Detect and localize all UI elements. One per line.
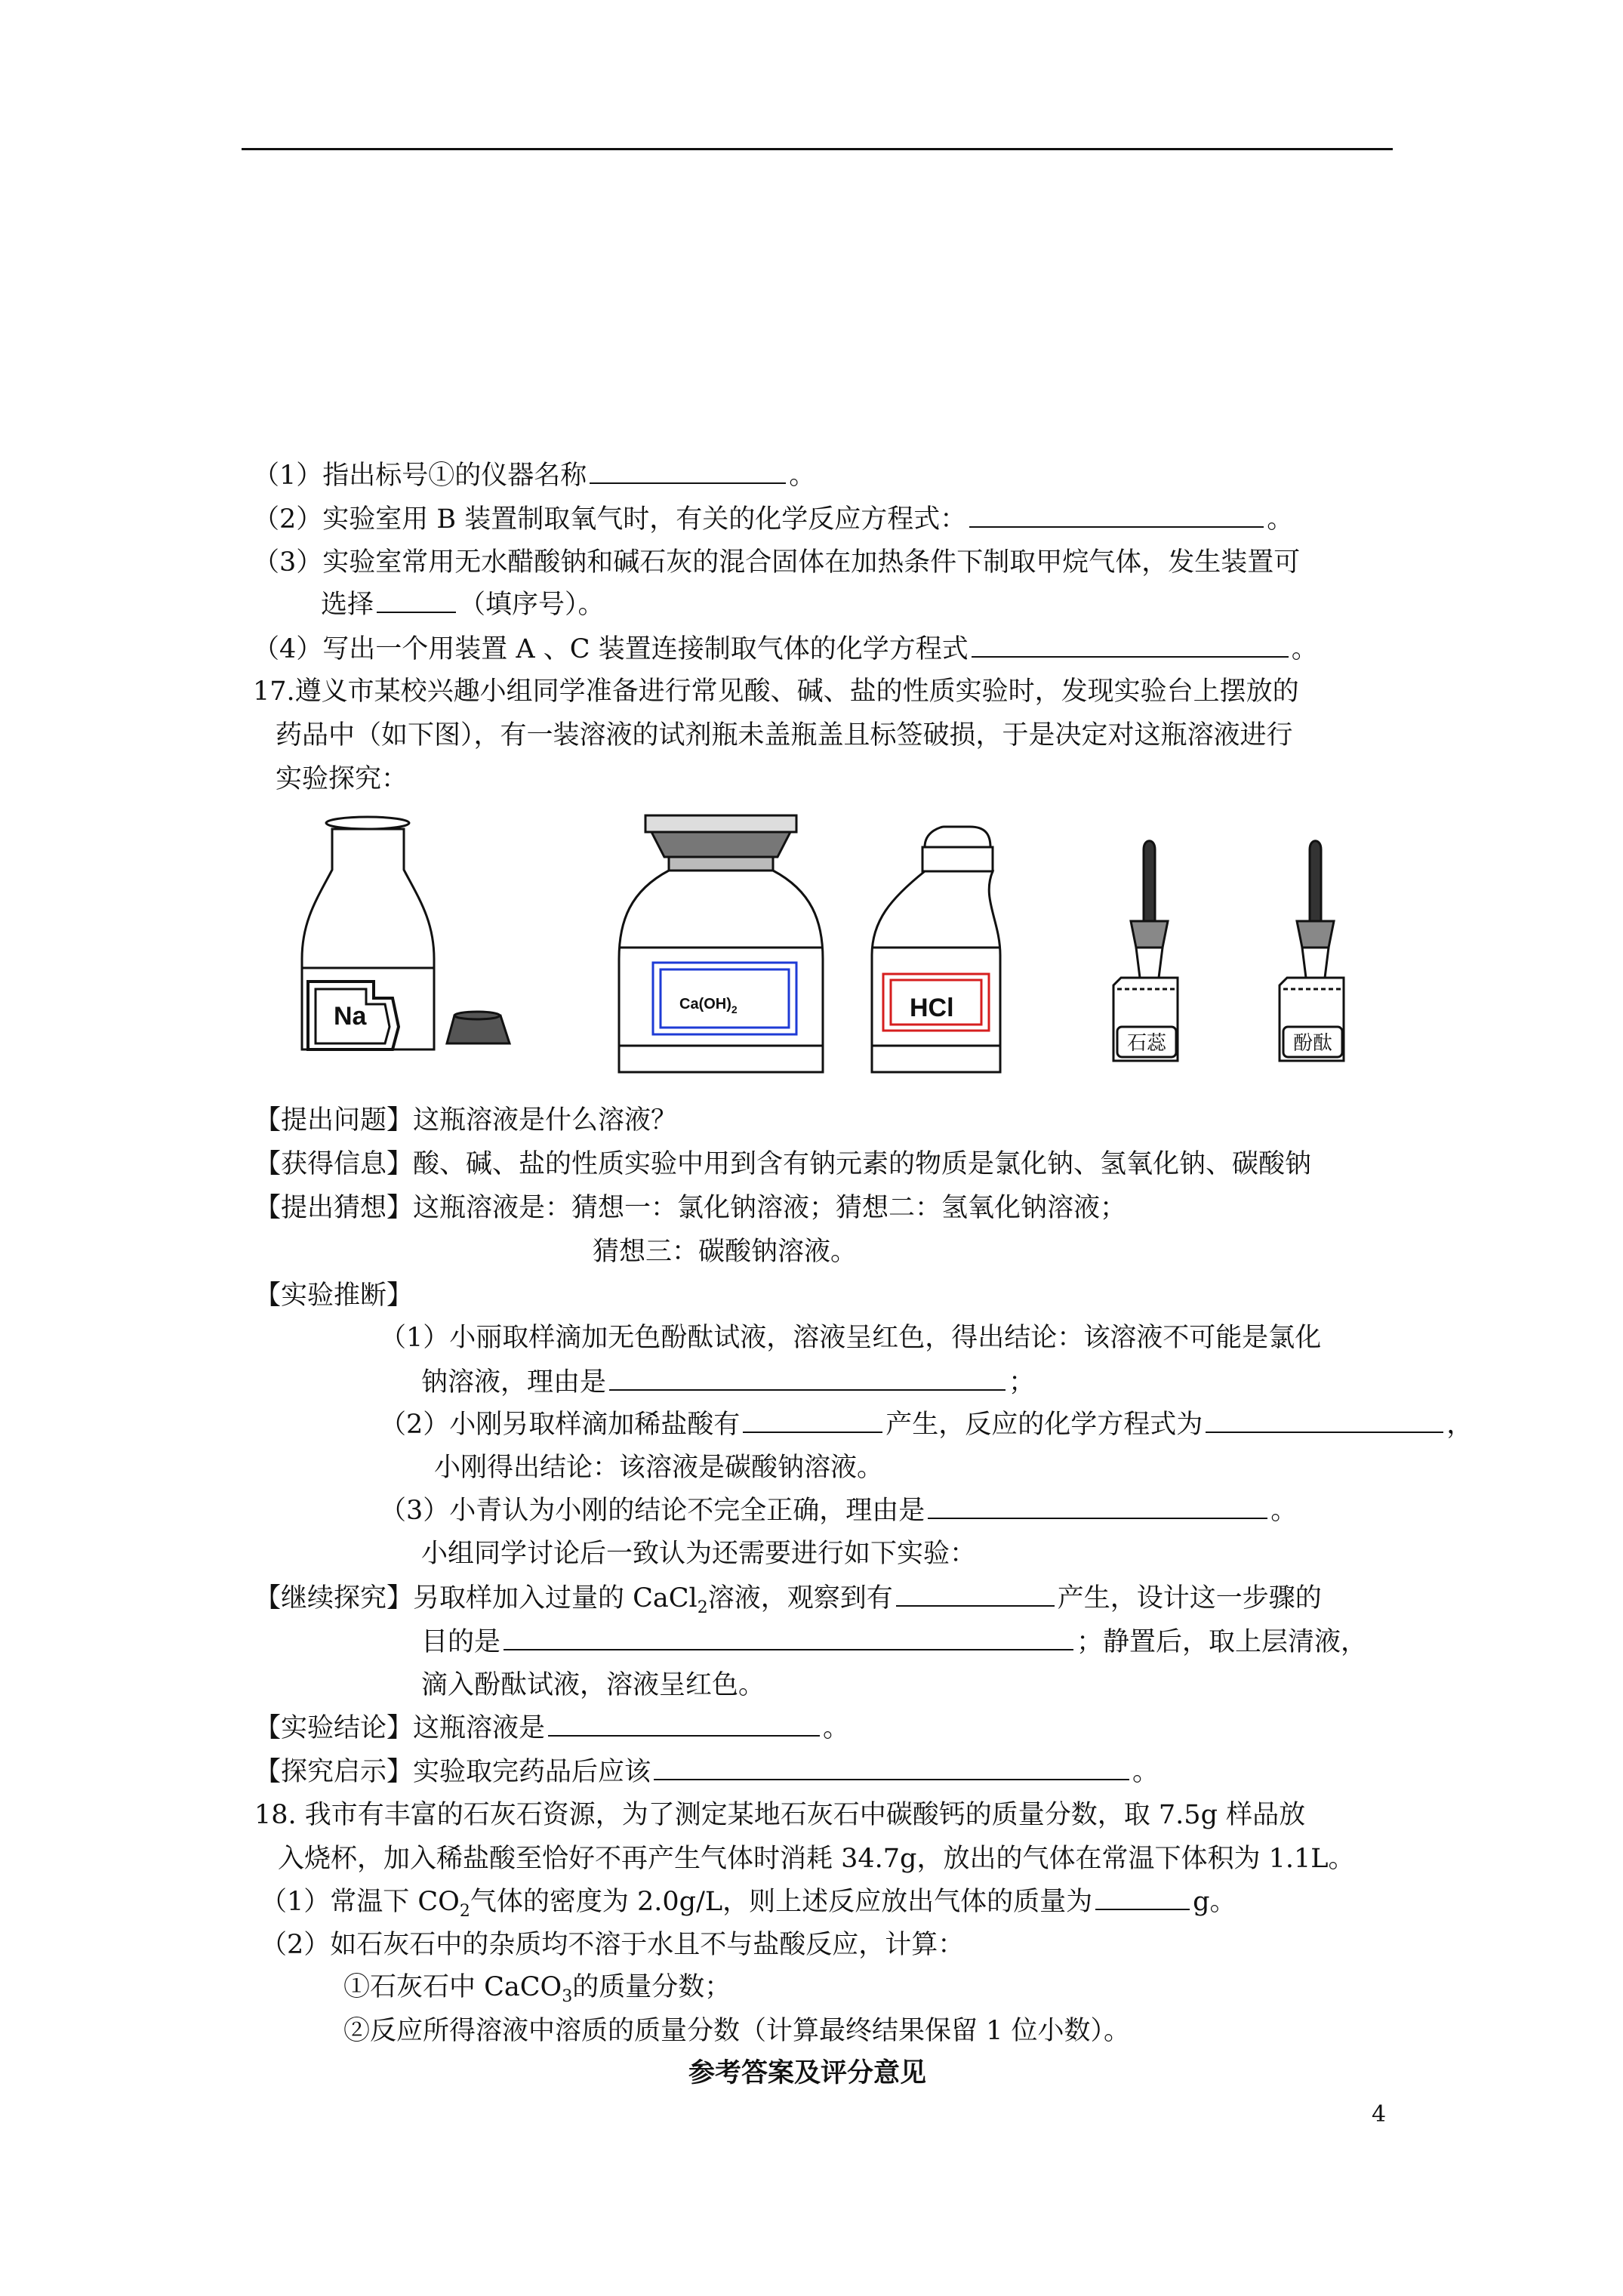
q17-inference3-cont: 小组同学讨论后一致认为还需要进行如下实验：: [421, 1539, 977, 1569]
na-label: Na: [334, 1002, 367, 1031]
answer-blank[interactable]: [654, 1753, 1129, 1780]
q17-intro-line2: 药品中（如下图），有一装溶液的试剂瓶未盖瓶盖且标签破损，于是决定对这瓶溶液进行: [276, 720, 1293, 750]
q17-continue-cont2: 滴入酚酞试液，溶液呈红色。: [421, 1670, 765, 1700]
answer-blank[interactable]: [504, 1623, 1073, 1650]
caoh2-label: $Ca(OH)_2$: [679, 996, 738, 1015]
q17-question: 【提出问题】这瓶溶液是什么溶液？: [254, 1105, 678, 1136]
answer-blank[interactable]: [1095, 1883, 1190, 1910]
q16-part1: （1）指出标号①的仪器名称 。: [253, 457, 815, 494]
q18-sub2: ②反应所得溶液中溶质的质量分数（计算最终结果保留 1 位小数）。: [343, 2016, 1131, 2046]
q17-inference2-cont: 小刚得出结论：该溶液是碳酸钠溶液。: [434, 1453, 884, 1483]
answer-blank[interactable]: [896, 1579, 1055, 1607]
answer-blank[interactable]: [928, 1492, 1267, 1519]
q16-part4: （4）写出一个用装置 A 、C 装置连接制取气体的化学方程式 。: [253, 630, 1318, 667]
q16-part2: （2）实验室用 B 装置制取氧气时，有关的化学反应方程式： 。: [253, 501, 1293, 538]
q17-guess-line2: 猜想三：碳酸钠溶液。: [593, 1237, 858, 1267]
answer-blank[interactable]: [590, 457, 786, 484]
answer-blank[interactable]: [972, 630, 1289, 658]
q18-line2: 入烧杯，加入稀盐酸至恰好不再产生气体时消耗 34.7g，放出的气体在常温下体积为 1.1L。: [278, 1844, 1355, 1874]
phenolphthalein-dropper-bottle: [1280, 841, 1344, 1061]
litmus-dropper-bottle: [1113, 841, 1178, 1061]
q17-continue: 【继续探究】另取样加入过量的 CaCl$_2$溶液，观察到有 产生，设计这一步骤的: [254, 1579, 1322, 1626]
answer-key-heading: 参考答案及评分意见: [688, 2057, 927, 2088]
litmus-label: 石蕊: [1126, 1031, 1167, 1054]
q18-part1: （1）常温下 $CO_2$气体的密度为 2.0g/L，则上述反应放出气体的质量为 g。: [260, 1883, 1236, 1930]
q17-inference3: （3）小青认为小刚的结论不完全正确，理由是 。: [380, 1492, 1297, 1529]
q17-intro-line3: 实验探究：: [276, 764, 408, 794]
q16-part3-cont: 选择 （填序号）。: [321, 586, 605, 623]
answer-blank[interactable]: [609, 1364, 1006, 1391]
q17-guess-line1: 【提出猜想】这瓶溶液是：猜想一：氯化钠溶液；猜想二：氢氧化钠溶液；: [254, 1193, 1127, 1223]
q17-inference1-cont: 钠溶液，理由是 ；: [421, 1364, 1035, 1401]
q17-inspiration: 【探究启示】实验取完药品后应该 。: [254, 1753, 1159, 1790]
page-number: 4: [1372, 2101, 1387, 2128]
answer-blank[interactable]: [548, 1709, 820, 1737]
caoh2-bottle: [619, 815, 823, 1072]
q17-inference2: （2）小刚另取样滴加稀盐酸有 产生，反应的化学方程式为 ，: [380, 1406, 1473, 1443]
q17-intro-line1: 17.遵义市某校兴趣小组同学准备进行常见酸、碱、盐的性质实验时，发现实验台上摆放的: [253, 676, 1299, 707]
unlabeled-bottle: [302, 817, 434, 1049]
answer-blank[interactable]: [377, 586, 456, 613]
q18-line1: 18. 我市有丰富的石灰石资源，为了测定某地石灰石中碳酸钙的质量分数，取 7.5g 样品放: [254, 1800, 1306, 1830]
q16-part3: （3）实验室常用无水醋酸钠和碱石灰的混合固体在加热条件下制取甲烷气体，发生装置可: [253, 547, 1301, 578]
q17-conclusion: 【实验结论】这瓶溶液是 。: [254, 1709, 849, 1746]
hcl-bottle: [872, 827, 1000, 1072]
q17-continue-cont: 目的是 ；静置后，取上层清液，: [421, 1623, 1367, 1660]
answer-blank[interactable]: [743, 1406, 882, 1433]
q17-inference-heading: 【实验推断】: [254, 1281, 414, 1311]
q17-inference1: （1）小丽取样滴加无色酚酞试液，溶液呈红色，得出结论：该溶液不可能是氯化: [380, 1323, 1322, 1353]
hcl-label: HCl: [910, 994, 954, 1022]
answer-blank[interactable]: [969, 501, 1264, 528]
answer-blank[interactable]: [1206, 1406, 1443, 1433]
q18-part2: （2）如石灰石中的杂质均不溶于水且不与盐酸反应，计算：: [260, 1930, 965, 1960]
phenolphthalein-label: 酚酞: [1292, 1031, 1333, 1054]
q17-info: 【获得信息】酸、碱、盐的性质实验中用到含有钠元素的物质是氯化钠、氢氧化钠、碳酸钠: [254, 1149, 1312, 1179]
q18-sub1: ①石灰石中 CaCO$_3$的质量分数；: [343, 1972, 731, 2006]
header-rule: [242, 148, 1393, 150]
reagent-bottles-figure: [287, 800, 1389, 1087]
